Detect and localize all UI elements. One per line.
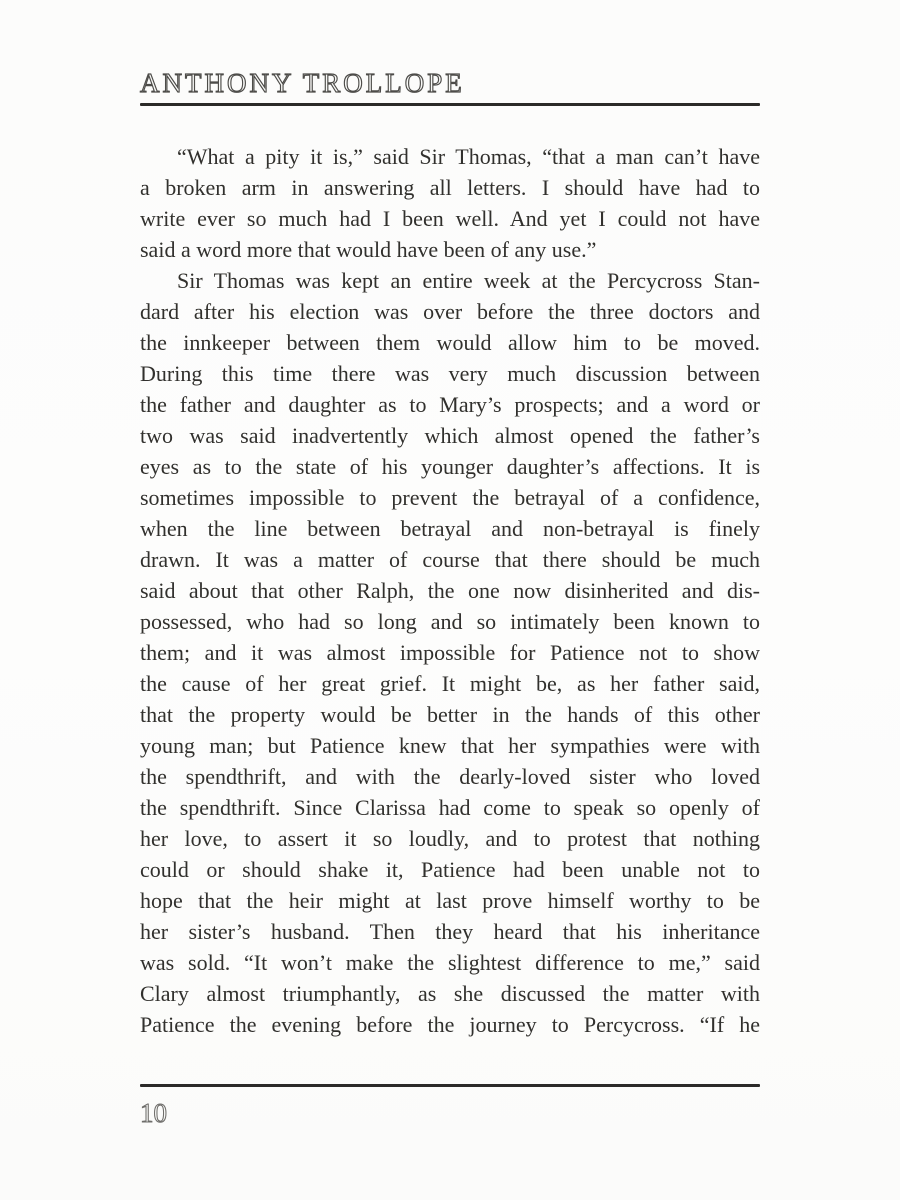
text-line: her love, to assert it so loudly, and to protest that nothing bbox=[140, 826, 760, 851]
text-line: the father and daughter as to Mary’s prospects; and a word or bbox=[140, 392, 760, 417]
paragraph bbox=[140, 141, 760, 265]
text-line: when the line between betrayal and non-betrayal is finely bbox=[140, 516, 760, 541]
page-footer bbox=[140, 1084, 760, 1128]
text-line: the spendthrift. Since Clarissa had come to speak so openly of bbox=[140, 795, 760, 820]
text-line: hope that the heir might at last prove himself worthy to be bbox=[140, 888, 760, 913]
text-line: the innkeeper between them would allow him to be moved. bbox=[140, 330, 760, 355]
text-line: young man; but Patience knew that her sympathies were with bbox=[140, 733, 760, 758]
text-line: Sir Thomas was kept an entire week at the Percycross Stan- bbox=[177, 268, 760, 293]
text-line: could or should shake it, Patience had been unable not to bbox=[140, 857, 760, 882]
running-header bbox=[140, 68, 760, 106]
running-header-author: ANTHONY TROLLOPE bbox=[140, 68, 465, 98]
footer-rule bbox=[140, 1084, 760, 1087]
text-line: drawn. It was a matter of course that there should be much bbox=[140, 547, 760, 572]
text-line: Clary almost triumphantly, as she discussed the matter with bbox=[140, 981, 760, 1006]
text-line: her sister’s husband. Then they heard that his inheritance bbox=[140, 919, 760, 944]
text-line: write ever so much had I been well. And yet I could not have bbox=[140, 206, 760, 231]
text-line: During this time there was very much discussion between bbox=[140, 361, 760, 386]
text-line: a broken arm in answering all letters. I should have had to bbox=[140, 175, 760, 200]
text-line: said a word more that would have been of any use.” bbox=[140, 237, 597, 262]
text-line: dard after his election was over before the three doctors and bbox=[140, 299, 760, 324]
text-line: that the property would be better in the hands of this other bbox=[140, 702, 760, 727]
page-number: 10 bbox=[140, 1098, 167, 1128]
text-line: the spendthrift, and with the dearly-loved sister who loved bbox=[140, 764, 760, 789]
text-line: was sold. “It won’t make the slightest difference to me,” said bbox=[140, 950, 760, 975]
text-line: possessed, who had so long and so intimately been known to bbox=[140, 609, 760, 634]
header-rule bbox=[140, 103, 760, 106]
text-line: eyes as to the state of his younger daughter’s affections. It is bbox=[140, 454, 760, 479]
text-line: Patience the evening before the journey to Percycross. “If he bbox=[140, 1012, 760, 1037]
text-line: “What a pity it is,” said Sir Thomas, “that a man can’t have bbox=[177, 144, 760, 169]
paragraph bbox=[140, 265, 760, 1040]
text-line: two was said inadvertently which almost opened the father’s bbox=[140, 423, 760, 448]
text-line: them; and it was almost impossible for Patience not to show bbox=[140, 640, 760, 665]
text-line: sometimes impossible to prevent the betrayal of a confidence, bbox=[140, 485, 760, 510]
text-line: said about that other Ralph, the one now disinherited and dis- bbox=[140, 578, 760, 603]
text-line: the cause of her great grief. It might be, as her father said, bbox=[140, 671, 760, 696]
page-body-text bbox=[140, 141, 760, 1040]
